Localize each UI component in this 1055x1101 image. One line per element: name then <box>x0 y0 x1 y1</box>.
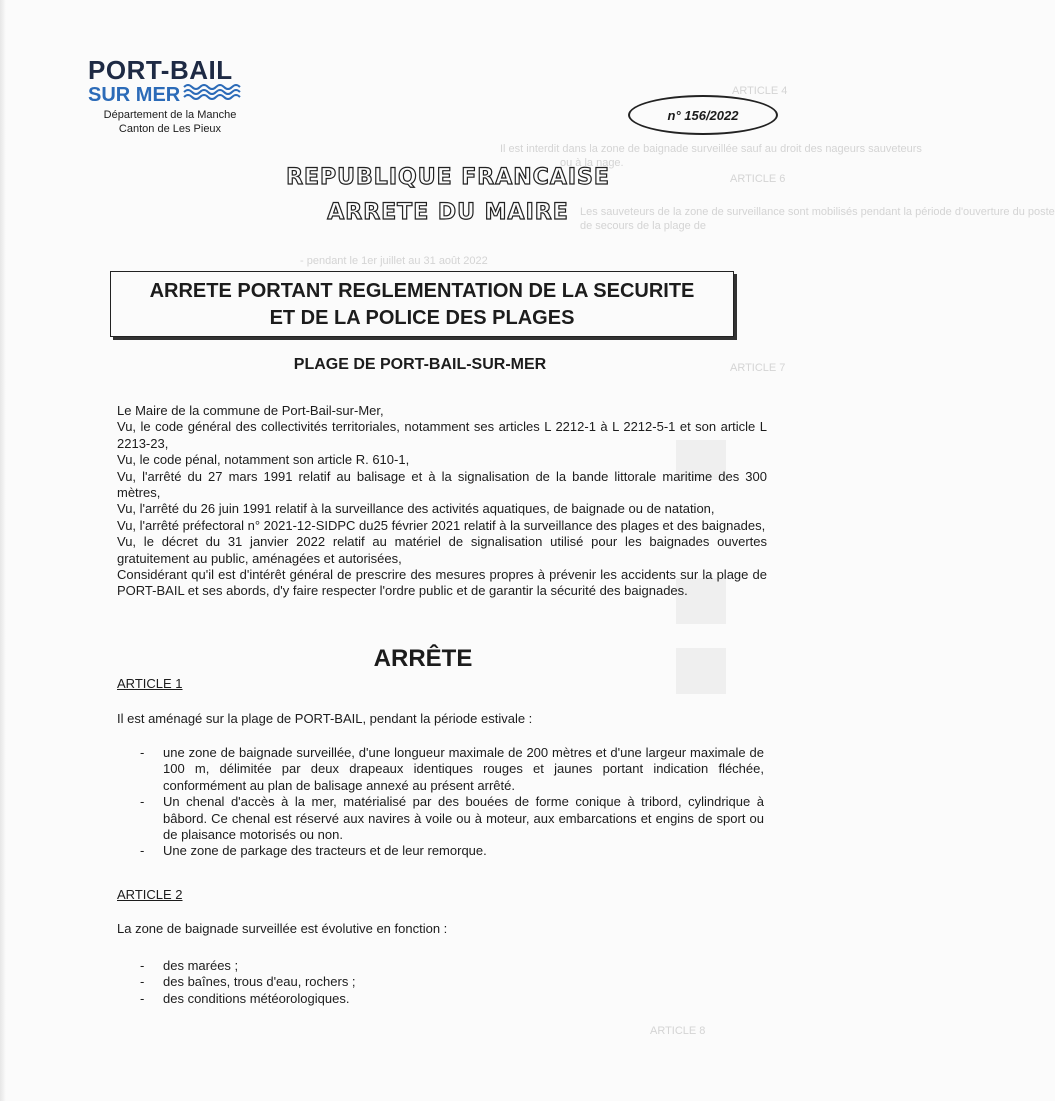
preamble-line: Vu, le code général des collectivités territoriales, notamment ses articles L 2212-1 à L 2212-5-1 et son article L 2213-23, <box>117 419 767 451</box>
preamble-line: Vu, l'arrêté du 27 mars 1991 relatif au balisage et à la signalisation de la bande littorale maritime des 300 mètres, <box>117 468 767 501</box>
bleed-article-8: ARTICLE 8 <box>650 1025 706 1037</box>
bleed-line-3: Les sauveteurs de la zone de surveillance sont mobilisés pendant la période d'ouverture du poste <box>580 206 1055 218</box>
bleed-line-5: - pendant le 1er juillet au 31 août 2022 <box>300 255 488 267</box>
waves-icon <box>184 83 240 106</box>
list-item: - Une zone de parkage des tracteurs et de leur remorque. <box>140 843 487 859</box>
preamble-line: Vu, le décret du 31 janvier 2022 relatif au matériel de signalisation utilisé pour les baignades ouvertes gratuitement au public, aménagées et autorisées, <box>117 534 767 566</box>
list-item: - des marées ; <box>140 958 239 973</box>
preamble-line: Vu, l'arrêté préfectoral n° 2021-12-SIDPC du25 février 2021 relatif à la surveillance des plages et des baignades, <box>117 517 766 533</box>
town-logo <box>88 57 258 106</box>
bleed-article-6: ARTICLE 6 <box>730 173 786 185</box>
scan-edge-shadow <box>0 0 6 1101</box>
republique-title: REPUBLIQUE FRANCAISE <box>286 165 610 190</box>
plage-title: PLAGE DE PORT-BAIL-SUR-MER <box>293 356 547 373</box>
department-name: Département de la Manche <box>103 109 237 121</box>
canton-name: Canton de Les Pieux <box>118 123 222 135</box>
article-2-list <box>140 958 764 1007</box>
preamble-line: Vu, le code pénal, notamment son article R. 610-1, <box>117 452 410 468</box>
bleed-line-2: ou à la nage. <box>560 157 624 169</box>
arrete-du-maire-title: ARRETE DU MAIRE <box>327 200 569 225</box>
logo-title: PORT-BAIL <box>88 55 233 85</box>
bleed-line-1: Il est interdit dans la zone de baignade surveillée sauf au droit des nageurs sauveteurs <box>500 143 922 155</box>
boxed-title-line-1: ARRETE PORTANT REGLEMENTATION DE LA SECURITE <box>149 280 695 302</box>
boxed-title <box>110 271 734 337</box>
preamble-line: Considérant qu'il est d'intérêt général de prescrire des mesures propres à prévenir les accidents sur la plage de PORT-BAIL et ses abords, d'y faire respecter l'ordre public et de garantir la sécurité des baignades. <box>117 567 767 599</box>
arrete-heading: ARRÊTE <box>373 645 473 672</box>
department-info <box>60 108 280 136</box>
article-2-heading: ARTICLE 2 <box>117 887 183 902</box>
preamble-line: Le Maire de la commune de Port-Bail-sur-Mer, <box>117 403 384 418</box>
article-2-intro: La zone de baignade surveillée est évolutive en fonction : <box>117 921 448 936</box>
logo-subtitle: SUR MER <box>88 83 181 106</box>
bleed-line-4: de secours de la plage de <box>580 220 706 232</box>
bleed-article-ref: ARTICLE 4 <box>732 85 788 97</box>
list-item: - une zone de baignade surveillée, d'une longueur maximale de 200 mètres et d'une largeur maximale de 100 m, délimitée par deux drapeaux identiques rouges et jaunes portant indication fléchée, conformément au plan de balisage annexé au présent arrêté. <box>140 745 764 793</box>
preamble <box>117 403 767 600</box>
arrete-number-stamp: n° 156/2022 <box>628 95 778 135</box>
article-1-intro: Il est aménagé sur la plage de PORT-BAIL, pendant la période estivale : <box>117 711 533 726</box>
bleed-article-7: ARTICLE 7 <box>730 362 786 374</box>
boxed-title-line-2: ET DE LA POLICE DES PLAGES <box>269 307 575 329</box>
list-item: - des baînes, trous d'eau, rochers ; <box>140 974 356 990</box>
preamble-line: Vu, l'arrêté du 26 juin 1991 relatif à la surveillance des activités aquatiques, de baignade ou de natation, <box>117 501 715 517</box>
article-1-list <box>140 745 764 860</box>
list-item: - des conditions météorologiques. <box>140 990 350 1006</box>
list-item: - Un chenal d'accès à la mer, matérialisé par des bouées de forme conique à tribord, cylindrique à bâbord. Ce chenal est réservé aux navires à voile ou à moteur, aux embarcations et engins de sport ou de plaisance motorisés ou non. <box>140 794 764 843</box>
article-1-heading: ARTICLE 1 <box>117 676 183 691</box>
